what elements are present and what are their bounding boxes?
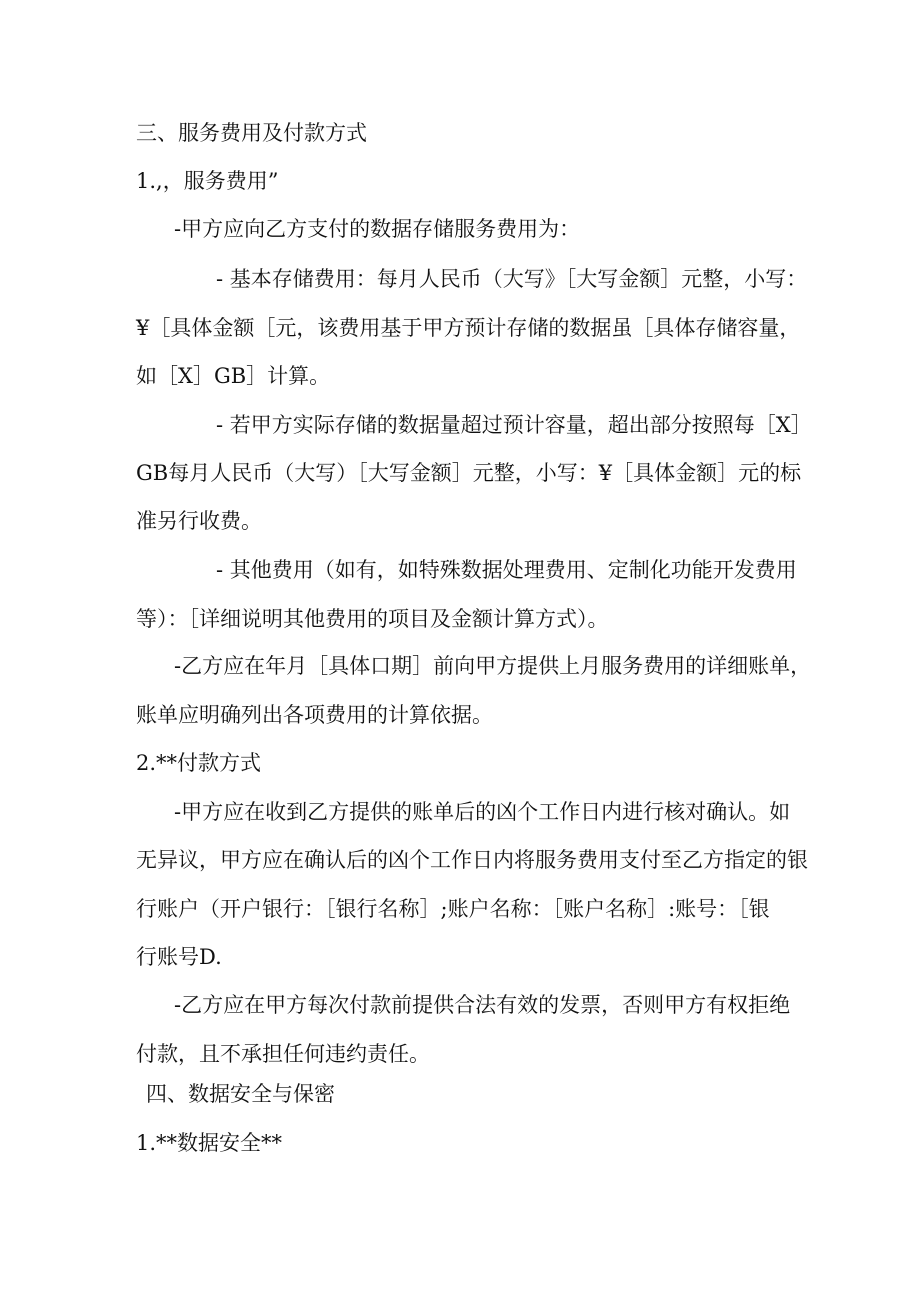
section-heading-3: 三、服务费用及付款方式 bbox=[136, 121, 367, 145]
subheading-payment-method: 2.**付款方式 bbox=[136, 751, 262, 775]
paragraph-line: 如［X］GB］计算。 bbox=[136, 364, 331, 388]
paragraph-line: 无异议，甲方应在确认后的凶个工作日内将服务费用支付至乙方指定的银 bbox=[136, 848, 808, 872]
paragraph-line: 行账号D. bbox=[136, 945, 222, 969]
paragraph-line: - 若甲方实际存储的数据量超过预计容量，超出部分按照每［X］ bbox=[216, 413, 812, 437]
paragraph-line: -甲方应在收到乙方提供的账单后的凶个工作日内进行核对确认。如 bbox=[174, 800, 791, 824]
paragraph-line: -乙方应在年月［具体口期］前向甲方提供上月服务费用的详细账单， bbox=[174, 654, 812, 678]
paragraph-line: GB每月人民币（大写）［大写金额］元整，小写：¥［具体金额］元的标 bbox=[136, 461, 802, 485]
subheading-service-fee: 1.,，服务费用” bbox=[136, 169, 279, 193]
paragraph-line: -甲方应向乙方支付的数据存储服务费用为： bbox=[174, 217, 581, 241]
paragraph-line: 账单应明确列出各项费用的计算依据。 bbox=[136, 703, 493, 727]
paragraph-line: ¥［具体金额［元，该费用基于甲方预计存储的数据虽［具体存储容量， bbox=[136, 316, 801, 340]
subheading-data-security: 1.**数据安全** bbox=[136, 1131, 283, 1155]
paragraph-line: 等）：［详细说明其他费用的项目及金额计算方式）。 bbox=[136, 607, 609, 631]
paragraph-line: -乙方应在甲方每次付款前提供合法有效的发票，否则甲方有权拒绝 bbox=[174, 993, 791, 1017]
paragraph-line: 行账户（开户银行：［银行名称］;账户名称：［账户名称］:账号：［银 bbox=[136, 897, 770, 921]
paragraph-line: - 其他费用（如有，如特殊数据处理费用、定制化功能开发费用 bbox=[216, 558, 797, 582]
paragraph-line: 付款，且不承担任何违约责任。 bbox=[136, 1042, 430, 1066]
paragraph-line: 准另行收费。 bbox=[136, 509, 262, 533]
section-heading-4: 四、数据安全与保密 bbox=[146, 1082, 335, 1106]
paragraph-line: - 基本存储费用：每月人民币（大写》［大写金额］元整，小写： bbox=[216, 267, 808, 291]
